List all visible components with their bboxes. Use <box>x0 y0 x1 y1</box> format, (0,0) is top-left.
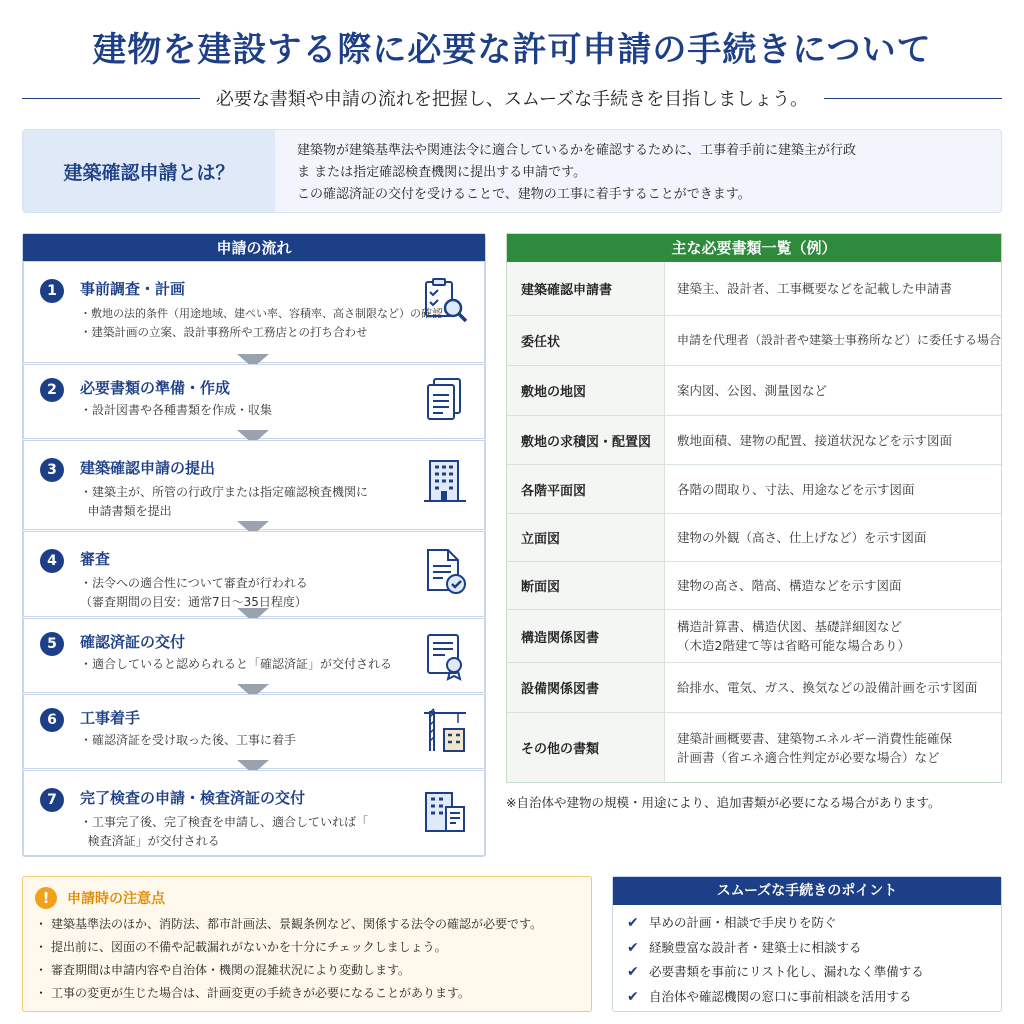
step-desc-line: 申請書類を提出 <box>80 504 172 518</box>
step-desc <box>80 813 368 851</box>
step-desc <box>80 655 392 674</box>
check-icon: ✔ <box>627 988 639 1005</box>
step-desc-line: 検査済証」が交付される <box>80 834 220 848</box>
document-desc-line: 建物の高さ、階高、構造などを示す図面 <box>677 578 902 593</box>
document-row <box>507 609 1001 662</box>
page-title: 建物を建設する際に必要な許可申請の手続きについて <box>92 30 932 70</box>
caution-item: ・ 建築基準法のほか、消防法、都市計画法、景観条例など、関係する法令の確認が必要です。 <box>35 917 543 931</box>
tip-text: 自治体や確認機関の窓口に事前相談を活用する <box>649 988 912 1004</box>
step-desc <box>80 483 368 521</box>
step-number: 4 <box>40 549 64 573</box>
office-building-icon <box>420 455 470 505</box>
step-desc-line: ・法令への適合性について審査が行われる <box>80 576 308 590</box>
step-desc <box>80 574 308 612</box>
document-desc <box>665 713 1001 782</box>
document-desc <box>665 465 1001 513</box>
caution-item: ・ 工事の変更が生じた場合は、計画変更の手続きが必要になることがあります。 <box>35 986 471 1000</box>
flow-step-7 <box>23 770 485 856</box>
caution-text: 建築基準法のほか、消防法、都市計画法、景観条例など、関係する法令の確認が必要です。 <box>51 917 543 931</box>
document-desc-line: 申請を代理者（設計者や建築士事務所など）に委任する場合 <box>676 333 1001 347</box>
building-document-icon <box>420 785 470 835</box>
warning-icon: ! <box>35 887 57 909</box>
caution-item: ・ 提出前に、図面の不備や記載漏れがないかを十分にチェックしましょう。 <box>35 940 447 954</box>
document-desc <box>665 316 1001 365</box>
document-desc-line: 給排水、電気、ガス、換気などの設備計画を示す図面 <box>677 680 978 695</box>
check-icon: ✔ <box>627 939 639 956</box>
tip-item <box>627 936 1001 961</box>
step-number: 2 <box>40 378 64 402</box>
certificate-icon <box>420 631 470 681</box>
step-desc-line: （審査期間の目安：通常7日〜35日程度） <box>80 595 307 609</box>
document-name: 立面図 <box>507 514 665 561</box>
document-desc-line: 案内図、公図、測量図など <box>677 383 828 398</box>
step-title: 建築確認申請の提出 <box>80 459 216 477</box>
check-icon: ✔ <box>627 964 639 980</box>
divider <box>824 98 1002 99</box>
document-desc <box>665 610 1001 662</box>
intro-body <box>275 130 1001 212</box>
caution-item: ・ 審査期間は申請内容や自治体・機関の混雑状況により変動します。 <box>35 963 411 977</box>
document-desc <box>665 514 1001 561</box>
tips-list <box>613 911 1001 1009</box>
step-title: 事前調査・計画 <box>80 280 186 298</box>
flow-heading: 申請の流れ <box>23 234 485 262</box>
step-desc-line: ・確認済証を受け取った後、工事に着手 <box>80 733 297 747</box>
caution-text: 提出前に、図面の不備や記載漏れがないかを十分にチェックしましょう。 <box>51 940 447 954</box>
flow-step-2 <box>23 364 485 439</box>
check-icon: ✔ <box>627 915 639 931</box>
construction-crane-icon <box>420 705 470 755</box>
step-number: 3 <box>40 458 64 482</box>
document-row <box>507 262 1001 315</box>
document-desc-line: 建築計画概要書、建築物エネルギー消費性能確保 <box>677 730 953 746</box>
document-check-icon <box>420 546 470 596</box>
document-desc <box>665 416 1001 464</box>
page-subtitle: 必要な書類や申請の流れを把握し、スムーズな手続きを目指しましょう。 <box>215 89 809 110</box>
document-name: 設備関係図書 <box>507 663 665 712</box>
tip-text: 必要書類を事前にリスト化し、漏れなく準備する <box>649 964 924 979</box>
step-desc-line: ・工事完了後、完了検査を申請し、適合していれば「 <box>80 815 369 829</box>
intro-line: ま または指定確認検査機関に提出する申請です。 <box>297 165 587 180</box>
tip-item <box>627 985 1001 1010</box>
documents-icon <box>420 375 470 425</box>
caution-text: 審査期間は申請内容や自治体・機関の混雑状況により変動します。 <box>51 963 411 977</box>
intro-line: 建築物が建築基準法や関連法令に適合しているかを確認するために、工事着手前に建築主が行政 <box>297 143 857 158</box>
document-desc <box>665 562 1001 609</box>
flow-step-6 <box>23 694 485 769</box>
flow-panel <box>22 233 486 857</box>
document-desc-line: 計画書（省エネ適合性判定が必要な場合）など <box>677 749 940 765</box>
document-row <box>507 464 1001 513</box>
step-desc <box>80 731 296 750</box>
document-row <box>507 712 1001 782</box>
step-title: 必要書類の準備・作成 <box>80 379 231 397</box>
document-name: 各階平面図 <box>507 465 665 513</box>
step-number: 5 <box>40 632 64 656</box>
step-desc-line: ・設計図書や各種書類を作成・収集 <box>80 403 273 417</box>
flow-step-3 <box>23 440 485 530</box>
divider <box>22 98 200 99</box>
tip-text: 早めの計画・相談で手戻りを防ぐ <box>649 915 837 930</box>
step-desc-line: ・敷地の法的条件（用途地域、建ぺい率、容積率、高さ制限など）の確認 <box>80 307 443 320</box>
intro-box <box>22 129 1002 213</box>
caution-header <box>35 887 165 909</box>
document-row <box>507 561 1001 609</box>
step-desc <box>80 304 443 342</box>
document-row <box>507 315 1001 365</box>
tip-item <box>627 960 1001 985</box>
intro-line: この確認済証の交付を受けることで、建物の工事に着手することができます。 <box>297 187 751 202</box>
document-name: 敷地の地図 <box>507 366 665 415</box>
intro-label: 建築確認申請とは？ <box>23 130 275 212</box>
document-desc-line: 各階の間取り、寸法、用途などを示す図面 <box>677 481 915 497</box>
document-desc-line: 建物の外観（高さ、仕上げなど）を示す図面 <box>677 530 927 545</box>
document-row <box>507 365 1001 415</box>
document-desc <box>665 366 1001 415</box>
step-desc <box>80 401 272 420</box>
document-name: 建築確認申請書 <box>507 262 665 315</box>
document-desc-line: 建築主、設計者、工事概要などを記載した申請書 <box>677 281 953 296</box>
step-number: 1 <box>40 279 64 303</box>
document-desc-line: （木造2階建て等は省略可能な場合あり） <box>677 638 910 653</box>
step-title: 工事着手 <box>80 709 141 727</box>
step-desc-line: ・建築計画の立案、設計事務所や工務店との打ち合わせ <box>80 325 368 339</box>
step-desc-line: ・適合していると認められると「確認済証」が交付される <box>80 657 393 671</box>
document-name: その他の書類 <box>507 713 665 782</box>
document-desc-line: 敷地面積、建物の配置、接道状況などを示す図面 <box>677 432 953 448</box>
tip-item <box>627 911 1001 936</box>
document-desc <box>665 262 1001 315</box>
caution-panel <box>22 876 592 1012</box>
document-desc-line: 構造計算書、構造伏図、基礎詳細図など <box>677 619 903 634</box>
tips-heading: スムーズな手続きのポイント <box>613 877 1001 905</box>
document-row <box>507 513 1001 561</box>
step-title: 審査 <box>80 550 111 568</box>
step-title: 確認済証の交付 <box>80 633 186 651</box>
flow-step-1 <box>23 261 485 363</box>
document-name: 断面図 <box>507 562 665 609</box>
document-row <box>507 415 1001 464</box>
subtitle-row <box>22 84 1002 112</box>
document-name: 敷地の求積図・配置図 <box>507 416 665 464</box>
document-name: 委任状 <box>507 316 665 365</box>
caution-text: 工事の変更が生じた場合は、計画変更の手続きが必要になることがあります。 <box>51 986 471 1000</box>
step-number: 6 <box>40 708 64 732</box>
step-desc-line: ・建築主が、所管の行政庁または指定確認検査機関に <box>80 485 369 499</box>
document-desc <box>665 663 1001 712</box>
caution-list <box>35 913 542 1005</box>
step-title: 完了検査の申請・検査済証の交付 <box>80 789 306 807</box>
document-row <box>507 662 1001 712</box>
caution-title: 申請時の注意点 <box>67 891 165 907</box>
flow-step-5 <box>23 618 485 693</box>
document-name: 構造関係図書 <box>507 610 665 662</box>
tips-panel <box>612 876 1002 1012</box>
checklist-magnifier-icon <box>420 276 470 326</box>
documents-panel <box>506 233 1002 783</box>
step-number: 7 <box>40 788 64 812</box>
tip-text: 経験豊富な設計者・建築士に相談する <box>649 939 862 955</box>
flow-step-4 <box>23 531 485 617</box>
documents-heading: 主な必要書類一覧（例） <box>507 234 1001 262</box>
documents-footnote: ※自治体や建物の規模・用途により、追加書類が必要になる場合があります。 <box>506 795 941 810</box>
